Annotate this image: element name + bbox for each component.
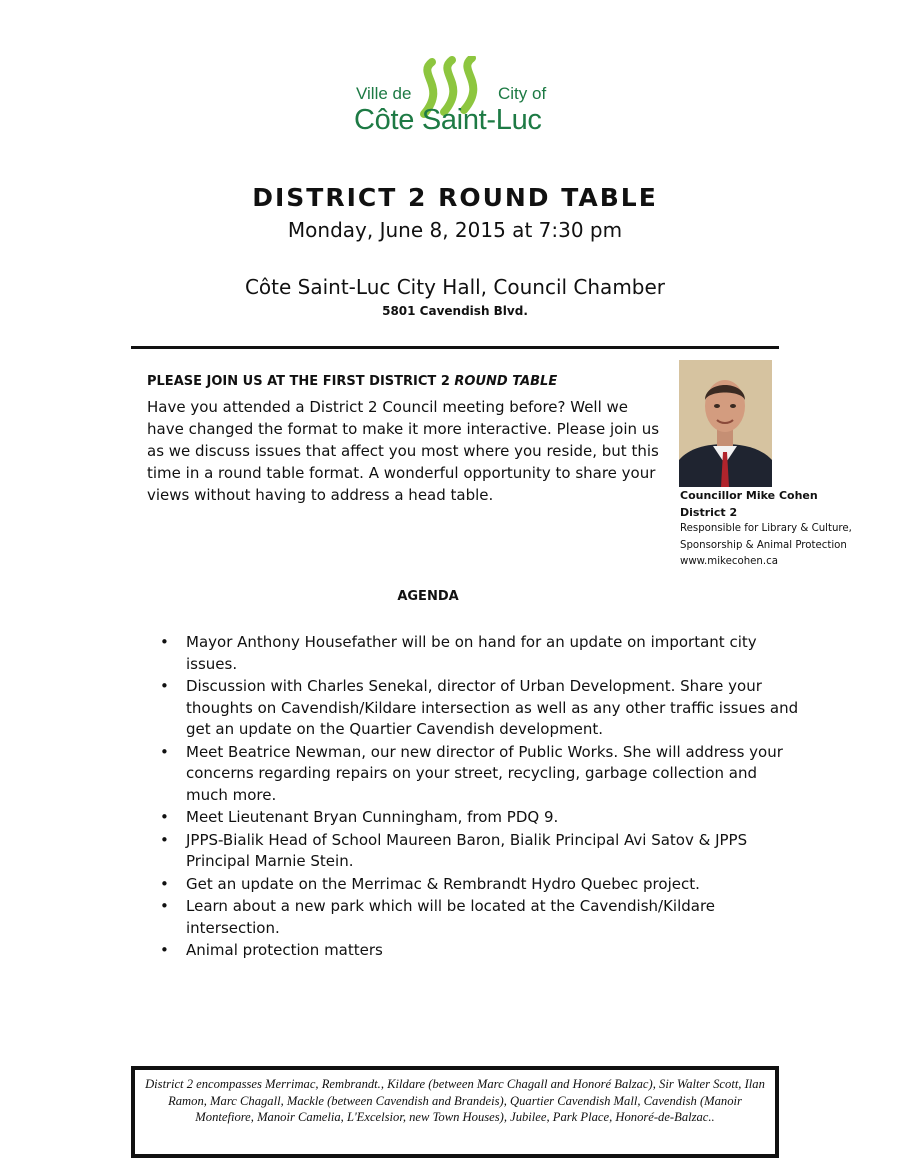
bullet-icon: •: [160, 941, 169, 959]
bullet-icon: •: [160, 897, 169, 915]
agenda-item: [160, 742, 800, 807]
bullet-icon: •: [160, 742, 169, 761]
bullet-icon: •: [160, 808, 169, 826]
agenda-item: [160, 807, 800, 829]
agenda-item: [160, 896, 800, 939]
councillor-name: Councillor Mike Cohen: [680, 489, 818, 502]
event-venue: Côte Saint-Luc City Hall, Council Chamber: [244, 275, 666, 299]
agenda-item-text: JPPS-Bialik Head of School Maureen Baron, Bialik Principal Avi Satov & JPPS Principal Marnie Stein.: [186, 830, 748, 870]
bullet-icon: •: [160, 633, 169, 651]
councillor-info: [680, 488, 870, 571]
councillor-district: District 2: [680, 505, 738, 519]
agenda-item: [160, 940, 800, 962]
page-title: DISTRICT 2 ROUND TABLE: [252, 183, 658, 212]
bullet-icon: •: [160, 830, 169, 849]
invite-heading-prefix: PLEASE JOIN US AT THE FIRST DISTRICT 2: [147, 374, 455, 389]
bullet-icon: •: [160, 874, 169, 893]
agenda-item-text: Meet Lieutenant Bryan Cunningham, from PDQ 9.: [186, 808, 559, 826]
district-boundaries-box: [131, 1066, 779, 1158]
event-address: 5801 Cavendish Blvd.: [382, 304, 528, 318]
invite-heading-emphasis: ROUND TABLE: [454, 374, 558, 389]
agenda-title: AGENDA: [397, 589, 459, 604]
agenda-item-text: Animal protection matters: [186, 941, 383, 959]
agenda-item-text: Mayor Anthony Housefather will be on hand for an update on important city issues.: [186, 633, 757, 673]
councillor-responsibility: Responsible for Library & Culture, Sponsorship & Animal Protection: [680, 523, 852, 551]
agenda-item: [160, 632, 800, 675]
logo-city-of: City of: [498, 84, 547, 103]
agenda-item: [160, 676, 800, 741]
event-datetime: Monday, June 8, 2015 at 7:30 pm: [287, 218, 623, 242]
bullet-icon: •: [160, 677, 169, 695]
invite-heading: [147, 374, 557, 389]
agenda-list: [160, 632, 800, 963]
agenda-item: [160, 830, 800, 873]
agenda-item-text: Discussion with Charles Senekal, director of Urban Development. Share your thoughts on Cavendish/Kildare intersection as well as any other traffic issues and get an update on the Quartier Cavendish development.: [186, 677, 799, 738]
agenda-item-text: Learn about a new park which will be located at the Cavendish/Kildare intersection.: [186, 897, 716, 937]
agenda-item: [160, 874, 800, 896]
city-logo: [352, 56, 562, 142]
agenda-item-text: Get an update on the Merrimac & Rembrandt Hydro Quebec project.: [186, 874, 700, 893]
logo-ville-de: Ville de: [356, 84, 412, 103]
agenda-item-text: Meet Beatrice Newman, our new director of Public Works. She will address your concerns regarding repairs on your street, recycling, garbage collection and much more.: [186, 742, 783, 804]
councillor-website: www.mikecohen.ca: [680, 556, 778, 567]
district-boundaries-text: District 2 encompasses Merrimac, Rembrandt., Kildare (between Marc Chagall and Honoré Balzac), Sir Walter Scott, Ilan Ramon, Marc Chagall, Mackle (between Cavendish and Brandeis), Quartier Cavendish Mall, Cavendish (Manoir Montefiore, Manoir Camelia, L'Excelsior, new Town Houses), Jubilee, Park Place, Honoré-de-Balzac..: [145, 1077, 765, 1124]
section-divider: [131, 346, 779, 349]
logo-city-name: Côte Saint-Luc: [354, 104, 542, 136]
councillor-photo: [679, 360, 772, 487]
invite-body: Have you attended a District 2 Council meeting before? Well we have changed the format to make it more interactive. Please join us as we discuss issues that affect you most where you reside, but this time in a round table format. A wonderful opportunity to share your views without having to address a head table.: [147, 398, 660, 504]
